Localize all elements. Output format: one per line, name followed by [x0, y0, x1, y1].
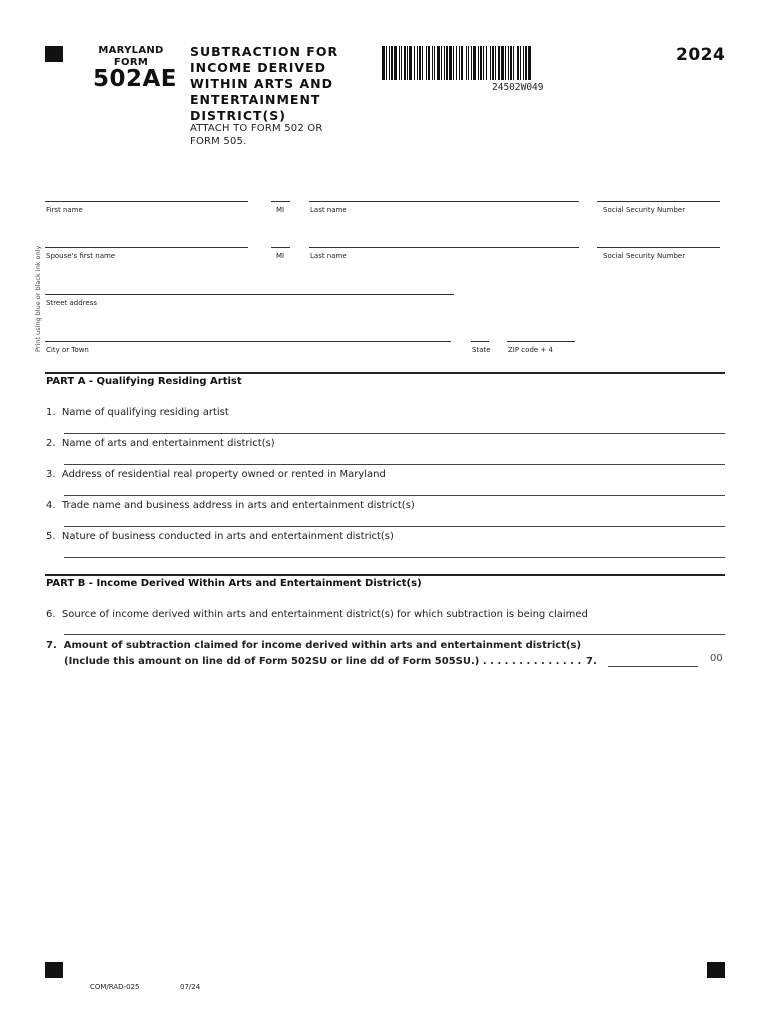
question-5	[46, 531, 394, 542]
spouse-first-name-label: Spouse's first name	[46, 252, 116, 260]
title-line: INCOME DERIVED	[190, 60, 327, 75]
spouse-last-name-label: Last name	[310, 252, 347, 260]
title-line: ENTERTAINMENT	[190, 92, 321, 107]
ink-instruction: Print using blue or black ink only	[34, 245, 42, 352]
cents-label: 00	[710, 653, 723, 664]
last-name-field[interactable]	[309, 201, 579, 202]
spouse-last-name-field[interactable]	[309, 247, 579, 248]
question-text: Name of arts and entertainment district(s)	[61, 438, 275, 449]
answer-6-field[interactable]	[64, 634, 725, 635]
form-label: FORM	[113, 57, 149, 68]
form-number: 502AE	[93, 66, 178, 92]
part-b-title: PART B - Income Derived Within Arts and Entertainment District(s)	[46, 578, 422, 589]
ssn-label: Social Security Number	[603, 206, 686, 214]
first-name-field[interactable]	[45, 201, 248, 202]
answer-4-field[interactable]	[64, 526, 725, 527]
spouse-ssn-field[interactable]	[597, 247, 720, 248]
state-field-label: State	[472, 346, 491, 354]
spouse-mi-label: MI	[276, 252, 285, 260]
last-name-label: Last name	[310, 206, 347, 214]
question-number: 2.	[46, 438, 56, 449]
barcode	[382, 46, 532, 80]
zip-label: ZIP code + 4	[508, 346, 553, 354]
city-label: City or Town	[46, 346, 89, 354]
ssn-field[interactable]	[597, 201, 720, 202]
question-1	[46, 407, 229, 418]
question-text: Nature of business conducted in arts and entertainment district(s)	[61, 531, 394, 542]
question-number: 6.	[46, 609, 56, 620]
attach-line: FORM 505.	[190, 136, 247, 147]
state-name: MARYLAND	[98, 45, 164, 56]
city-field[interactable]	[45, 341, 451, 342]
first-name-label: First name	[46, 206, 83, 214]
question-number: 7.	[46, 640, 57, 651]
question-7-instruction: (Include this amount on line dd of Form 502SU or line dd of Form 505SU.) . . . . . . . . . . . . . .	[64, 656, 582, 667]
title-line: DISTRICT(S)	[190, 108, 286, 123]
question-text: Trade name and business address in arts and entertainment district(s)	[61, 500, 415, 511]
spouse-ssn-label: Social Security Number	[603, 252, 686, 260]
part-a-title: PART A - Qualifying Residing Artist	[46, 376, 242, 387]
question-6	[46, 609, 588, 620]
form-code: COM/RAD-025	[90, 983, 140, 991]
part-a-divider	[45, 372, 725, 374]
spouse-mi-field[interactable]	[271, 247, 290, 248]
question-text: Name of qualifying residing artist	[61, 407, 229, 418]
barcode-bar	[531, 46, 532, 80]
line-7-reference: 7.	[586, 656, 597, 667]
answer-2-field[interactable]	[64, 464, 725, 465]
registration-mark-bottom-right	[707, 962, 725, 978]
street-address-label: Street address	[46, 299, 97, 307]
spouse-first-name-field[interactable]	[45, 247, 248, 248]
question-2	[46, 438, 275, 449]
part-b-divider	[45, 574, 725, 576]
question-4	[46, 500, 415, 511]
question-number: 3.	[46, 469, 56, 480]
question-number: 5.	[46, 531, 56, 542]
title-line: SUBTRACTION FOR	[190, 44, 339, 59]
tax-year: 2024	[676, 45, 726, 65]
question-text: Amount of subtraction claimed for income derived within arts and entertainment district(s)	[63, 640, 582, 651]
state-field[interactable]	[471, 341, 489, 342]
answer-5-field[interactable]	[64, 557, 725, 558]
registration-mark-top-left	[45, 46, 63, 62]
answer-3-field[interactable]	[64, 495, 725, 496]
attach-instruction	[190, 122, 323, 148]
title-line: WITHIN ARTS AND	[190, 76, 334, 91]
attach-line: ATTACH TO FORM 502 OR	[190, 123, 323, 134]
street-address-field[interactable]	[45, 294, 454, 295]
question-number: 1.	[46, 407, 56, 418]
zip-field[interactable]	[507, 341, 575, 342]
question-3	[46, 469, 386, 480]
form-revision-date: 07/24	[180, 983, 201, 991]
question-number: 4.	[46, 500, 56, 511]
subtraction-amount-field[interactable]	[608, 666, 698, 667]
question-text: Address of residential real property owned or rented in Maryland	[61, 469, 386, 480]
question-7	[46, 640, 581, 651]
mi-field[interactable]	[271, 201, 290, 202]
answer-1-field[interactable]	[64, 433, 725, 434]
question-text: Source of income derived within arts and entertainment district(s) for which subtraction is being claimed	[61, 609, 588, 620]
mi-label: MI	[276, 206, 285, 214]
barcode-number: 24502W049	[492, 82, 544, 93]
form-title	[190, 44, 338, 124]
registration-mark-bottom-left	[45, 962, 63, 978]
